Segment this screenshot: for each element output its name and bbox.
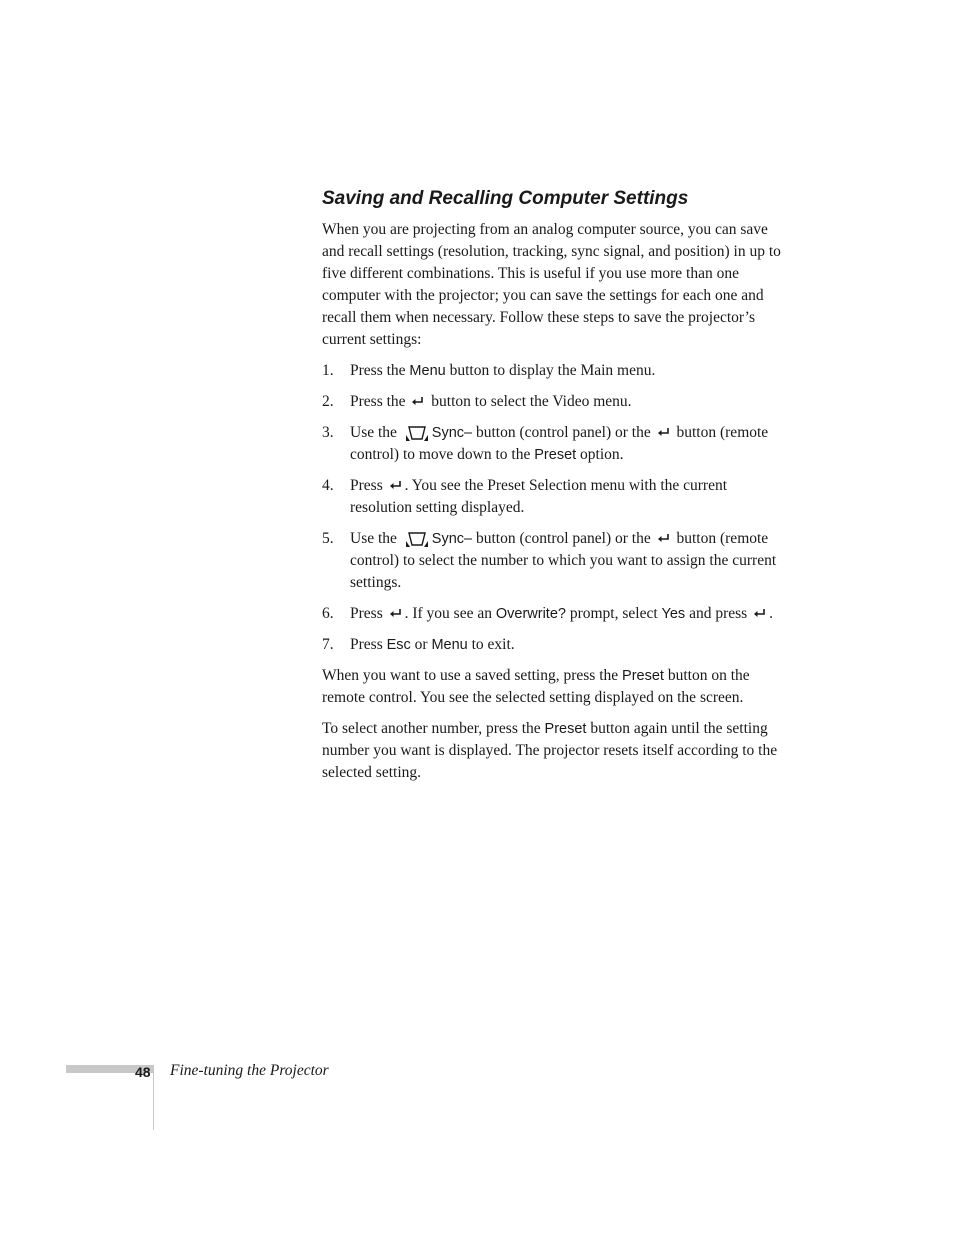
steps-list: [322, 360, 788, 656]
saved-setting-paragraph: When you want to use a saved setting, press the Preset button on the remote control. You see the selected setting displayed on the screen.: [322, 667, 750, 706]
step-number: 2.: [322, 393, 334, 410]
page-number: 48: [135, 1064, 151, 1080]
step-number: 1.: [322, 362, 334, 379]
list-item: 1. Press the Menu button to display the Main menu.: [322, 360, 788, 382]
step-number: 6.: [322, 605, 334, 622]
overwrite-prompt-label: Overwrite?: [495, 606, 566, 622]
step-number: 5.: [322, 530, 334, 547]
chapter-title: Fine-tuning the Projector: [170, 1062, 329, 1079]
intro-paragraph: When you are projecting from an analog computer source, you can save and recall settings (resolution, tracking, sync signal, and position) in up to five different combinations. This is useful if you use more than one computer with the projector; you can save the settings for each one and recall them when necessary. Follow these steps to save the projector’s current settings:: [322, 221, 781, 348]
footer-divider: [153, 1065, 154, 1130]
select-number-paragraph: To select another number, press the Preset button again until the setting number you want is displayed. The projector resets itself according to the selected setting.: [322, 720, 778, 781]
enter-icon: [657, 427, 671, 438]
sync-button-label: Sync–: [431, 531, 473, 547]
enter-icon: [389, 608, 403, 619]
step-number: 4.: [322, 477, 334, 494]
preset-button-label: Preset: [544, 721, 587, 737]
list-item: 6. Press . If you see an Overwrite? prompt, select Yes and press .: [322, 603, 788, 625]
list-item: 7. Press Esc or Menu to exit.: [322, 634, 788, 656]
enter-icon: [411, 396, 425, 407]
yes-option-label: Yes: [661, 606, 686, 622]
enter-icon: [657, 533, 671, 544]
preset-button-label: Preset: [622, 668, 664, 684]
list-item: 4. Press . You see the Preset Selection menu with the current resolution setting displayed.: [322, 477, 728, 516]
keystone-sync-icon: [405, 424, 429, 442]
main-content: [322, 188, 788, 793]
list-item: 2. Press the button to select the Video menu.: [322, 391, 788, 413]
section-heading: Saving and Recalling Computer Settings: [322, 188, 689, 209]
menu-button-label: Menu: [431, 637, 468, 653]
menu-button-label: Menu: [409, 363, 446, 379]
sync-button-label: Sync–: [431, 425, 473, 441]
esc-button-label: Esc: [386, 637, 411, 653]
list-item: 3. Use the Sync– button (control panel) or the button (remote control) to move down to the Preset option.: [322, 424, 769, 463]
list-item: 5. Use the Sync– button (control panel) or the button (remote control) to select the number to which you want to assign the current settings.: [322, 530, 777, 591]
step-number: 3.: [322, 424, 334, 441]
enter-icon: [753, 608, 767, 619]
step-number: 7.: [322, 636, 334, 653]
preset-option-label: Preset: [534, 447, 577, 463]
keystone-sync-icon: [405, 530, 429, 548]
enter-icon: [389, 480, 403, 491]
